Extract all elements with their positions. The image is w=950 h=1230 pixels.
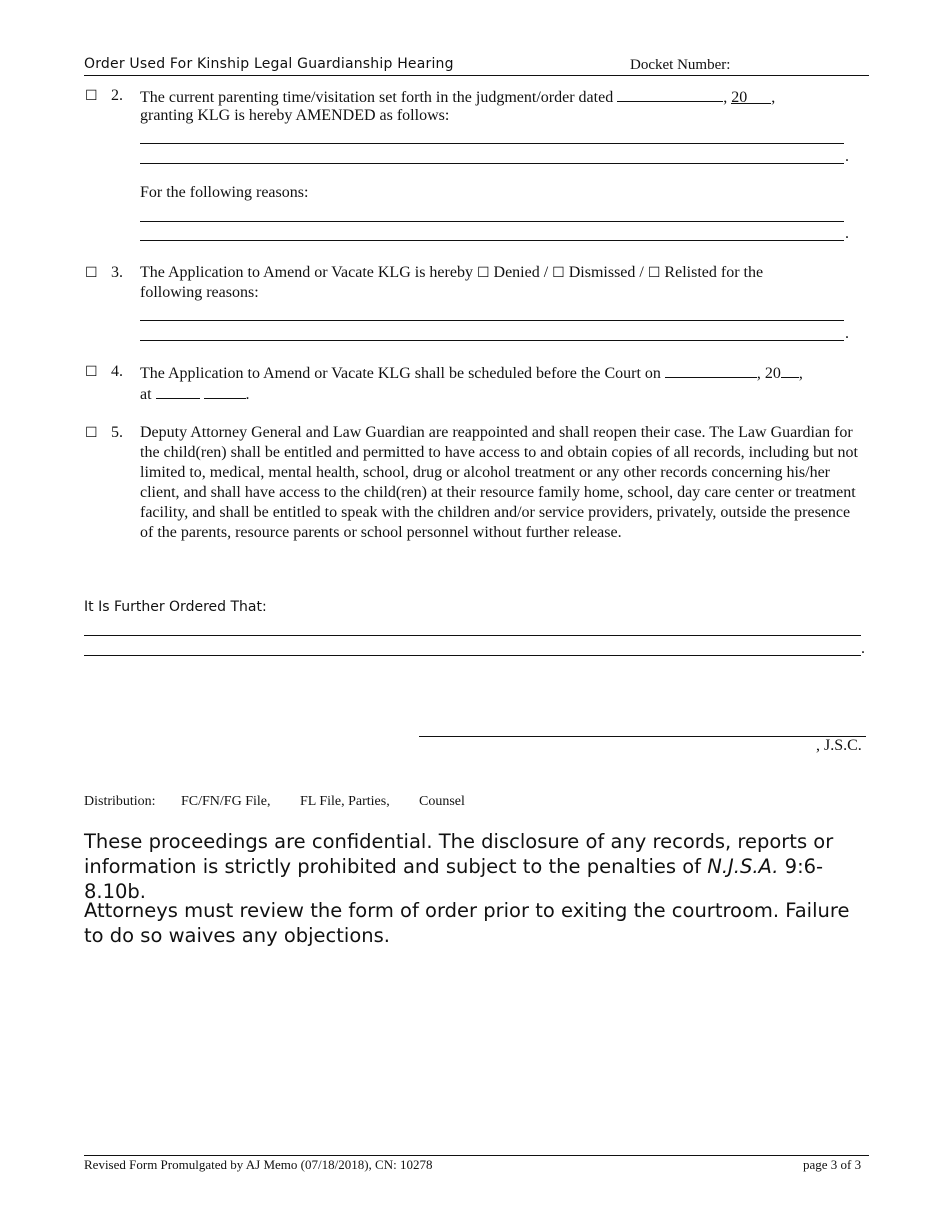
- header-rule: [84, 75, 869, 76]
- reasons-line-2[interactable]: [140, 240, 844, 241]
- item-3-checkbox[interactable]: ☐: [85, 266, 98, 281]
- distribution-fl-file: FL File, Parties,: [300, 794, 390, 809]
- distribution-fc-file: FC/FN/FG File,: [181, 794, 271, 809]
- further-ordered-line-2[interactable]: [84, 655, 861, 656]
- amended-line-1[interactable]: [140, 143, 844, 144]
- item-5-checkbox[interactable]: ☐: [85, 426, 98, 441]
- form-title: Order Used For Kinship Legal Guardianship Hearing: [84, 56, 454, 72]
- reasons-line-1[interactable]: [140, 221, 844, 222]
- dismissed-label: Dismissed /: [568, 264, 644, 281]
- docket-number-label: Docket Number:: [630, 57, 731, 73]
- item-2-number: 2.: [111, 87, 123, 104]
- denied-checkbox[interactable]: ☐: [476, 266, 490, 281]
- jsc-suffix: , J.S.C.: [816, 737, 862, 754]
- further-ordered-period: .: [861, 640, 865, 657]
- item-3-line2: following reasons:: [140, 284, 259, 301]
- footer-rule: [84, 1155, 869, 1156]
- hearing-date-field[interactable]: [665, 362, 757, 378]
- further-ordered-heading: It Is Further Ordered That:: [84, 599, 267, 615]
- item-3-number: 3.: [111, 264, 123, 281]
- item-4-checkbox[interactable]: ☐: [85, 365, 98, 380]
- item-3-reason-line-1[interactable]: [140, 320, 844, 321]
- item-2-line2: granting KLG is hereby AMENDED as follows:: [140, 107, 450, 124]
- relisted-checkbox[interactable]: ☐: [647, 266, 661, 281]
- item-3-period: .: [845, 325, 849, 342]
- denied-label: Denied /: [493, 264, 549, 281]
- reasons-period: .: [845, 225, 849, 242]
- judge-signature-line[interactable]: [419, 736, 866, 737]
- judgment-date-field[interactable]: [617, 86, 723, 102]
- item-4-line1: The Application to Amend or Vacate KLG shall be scheduled before the Court on , 20 ,: [140, 362, 803, 384]
- hearing-time-field[interactable]: [156, 383, 200, 399]
- page-number: page 3 of 3: [803, 1157, 862, 1172]
- item-4-number: 4.: [111, 363, 123, 380]
- amended-period: .: [845, 148, 849, 165]
- item-3-reason-line-2[interactable]: [140, 340, 844, 341]
- relisted-label: Relisted for the: [664, 264, 764, 281]
- dismissed-checkbox[interactable]: ☐: [552, 266, 565, 281]
- statute-citation: N.J.S.A.: [707, 855, 779, 878]
- confidentiality-notice: These proceedings are confidential. The disclosure of any records, reports or information is strictly prohibited and subject to the penalties of N.J.S.A. 9:6-8.10b.: [84, 830, 834, 903]
- attorney-review-notice: Attorneys must review the form of order prior to exiting the courtroom. Failure to do so waives any objections.: [84, 899, 850, 947]
- further-ordered-line-1[interactable]: [84, 635, 861, 636]
- item-3-line1: The Application to Amend or Vacate KLG is hereby ☐ Denied / ☐ Dismissed / ☐ Relisted for the: [140, 264, 764, 281]
- hearing-ampm-field[interactable]: [204, 383, 246, 399]
- item-5-number: 5.: [111, 424, 123, 441]
- judgment-year-field[interactable]: 20: [731, 88, 771, 104]
- hearing-year-field[interactable]: [781, 362, 799, 378]
- reasons-label: For the following reasons:: [140, 184, 309, 201]
- amended-line-2[interactable]: [140, 163, 844, 164]
- distribution-counsel: Counsel: [419, 794, 465, 809]
- item-2-line1: The current parenting time/visitation set forth in the judgment/order dated , 20 ,: [140, 86, 775, 108]
- distribution-label: Distribution:: [84, 794, 156, 809]
- item-2-checkbox[interactable]: ☐: [85, 89, 98, 104]
- item-5-paragraph: Deputy Attorney General and Law Guardian are reappointed and shall reopen their case. The Law Guardian for the child(ren) shall be entitled and permitted to have access to and obtain copies of all records, including but not limited to, medical, mental health, school, drug or alcohol treatment or any other records concerning his/her client, and shall have access to the child(ren) at their resource family home, school, day care center or treatment facility, and shall be entitled to speak with the children and/or service providers, privately, outside the presence of the parents, resource parents or school personnel without further release.: [140, 424, 858, 541]
- revised-form-note: Revised Form Promulgated by AJ Memo (07/18/2018), CN: 10278: [84, 1157, 433, 1172]
- item-4-line2: at .: [140, 383, 250, 405]
